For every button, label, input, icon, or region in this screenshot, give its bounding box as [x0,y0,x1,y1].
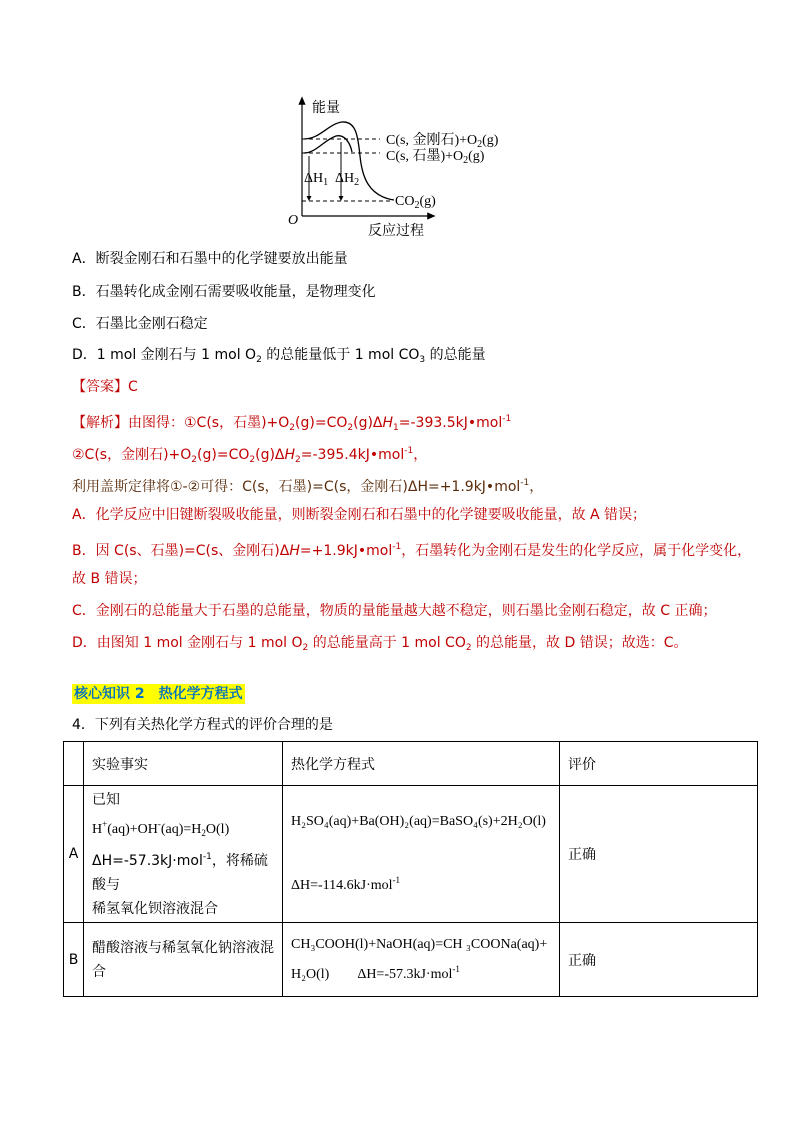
question-4: 4．下列有关热化学方程式的评价合理的是 [72,717,333,733]
header-equation: 热化学方程式 [283,742,560,786]
origin-label: O [288,213,299,228]
analysis-line-5: B．因 C(s、石墨)=C(s、金刚石)ΔH=+1.9kJ•mol$^{-1}$，石墨转化为金刚石是发生的化学反应，属于化学变化， [72,542,752,559]
row-key: A [64,786,84,923]
analysis-line-2: ②C(s，金刚石)$+O_2(g)=CO_2(g)\Delta H_2=-395.4kJ•mol^{-1}$， [72,446,428,465]
row-evaluation: 正确 [560,786,758,923]
option-b: B．石墨转化成金刚石需要吸收能量，是物理变化 [72,284,376,300]
y-axis-label: 能量 [312,100,340,116]
dh1-label: $\Delta H_1$ [304,171,329,188]
analysis-line-6: 故 B 错误； [72,571,147,587]
energy-diagram [280,96,520,241]
row-equation: H₂SO₄(aq)+Ba(OH)₂(aq)=BaSO₄(s)+2H₂O(l) ΔH=-114.6kJ·mol$^{-1}$ [283,786,560,923]
diamond-label: C(s, 金刚石)$+O_2(g)$ [386,133,499,150]
table-header-row [64,742,758,786]
analysis-line-1: 【解析】由图得：①C(s，石墨)$+O_2(g)=CO_2(g)\Delta H_1=-393.5kJ•mol^{-1}$ [72,414,512,433]
option-a: A．断裂金刚石和石墨中的化学键要放出能量 [72,251,348,267]
evaluation-table [63,741,758,997]
answer-line: 【答案】C [72,379,138,395]
header-index [64,742,84,786]
section-title: 核心知识 2 热化学方程式 [74,686,243,702]
option-c: C．石墨比金刚石稳定 [72,316,208,332]
analysis-line-8: D．由图知 1 mol 金刚石与 1 mol $O_2$ 的总能量高于 1 mol $CO_2$ 的总能量，故 D 错误；故选：C。 [72,635,688,653]
row-evaluation: 正确 [560,923,758,997]
row-equation: CH₃COOH(l)+NaOH(aq)=CH ₃COONa(aq)+ H₂O(l) ΔH=-57.3kJ·mol$^{-1}$ [283,923,560,997]
dh2-label: $\Delta H_2$ [335,171,360,188]
option-d: D．1 mol 金刚石与 1 mol $O_2$ 的总能量低于 1 mol $CO_3$ 的总能量 [72,347,486,365]
header-fact: 实验事实 [84,742,283,786]
graphite-label: C(s, 石墨)$+O_2(g)$ [386,149,485,166]
table-row [64,923,758,997]
diamond-curve [304,122,394,200]
analysis-line-7: C．金刚石的总能量大于石墨的总能量，物质的量能量越大越不稳定，则石墨比金刚石稳定，故 C 正确； [72,603,717,619]
table-row [64,786,758,923]
row-fact: 醋酸溶液与稀氢氧化钠溶液混 合 [84,923,283,997]
analysis-line-4: A．化学反应中旧键断裂吸收能量，则断裂金刚石和石墨中的化学键要吸收能量，故 A 错误； [72,507,647,523]
co2-label: $CO_2(g)$ [395,194,436,211]
header-evaluation: 评价 [560,742,758,786]
analysis-line-3: 利用盖斯定律将①-②可得：C(s，石墨)=C(s，金刚石)ΔH=+1.9kJ•mol$^{-1}$， [72,478,544,495]
row-key: B [64,923,84,997]
x-axis-label: 反应过程 [368,223,424,239]
row-fact: 已知 $H^+(aq)+OH^-(aq)=H_2O(l)$ ΔH=-57.3kJ·mol$^{-1}$，将稀硫酸与 稀氢氧化钡溶液混合 [84,786,283,923]
